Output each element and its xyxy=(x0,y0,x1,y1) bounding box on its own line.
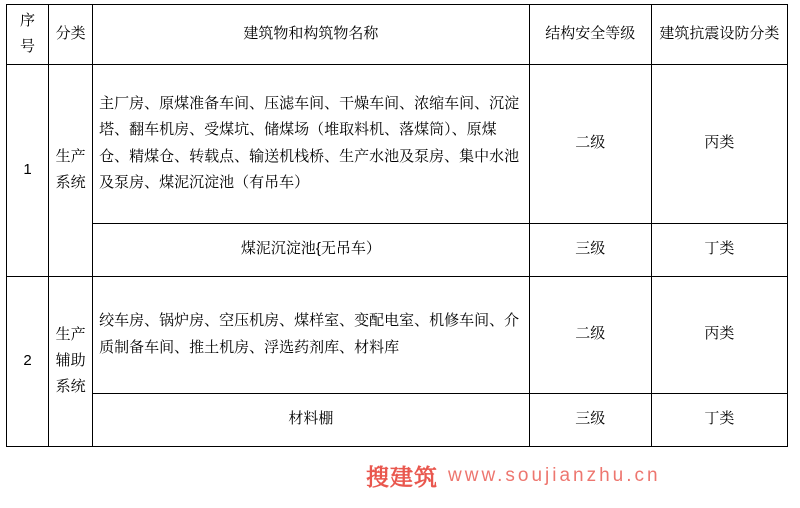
table-header xyxy=(7,5,788,65)
table-body xyxy=(7,64,788,446)
seismic-grade-cell: 丙类 xyxy=(651,64,787,223)
seismic-grade-cell: 丙类 xyxy=(651,276,787,393)
table-row xyxy=(7,223,788,276)
row-number-2: 2 xyxy=(7,276,49,446)
safety-level-cell: 二级 xyxy=(529,276,651,393)
row-category-2: 生产辅助系统 xyxy=(49,276,93,446)
watermark-brand: 搜建筑 xyxy=(366,464,438,490)
row-category-1: 生产系统 xyxy=(49,64,93,276)
safety-level-cell: 二级 xyxy=(529,64,651,223)
table-row xyxy=(7,64,788,223)
watermark xyxy=(366,459,661,492)
row-number-1: 1 xyxy=(7,64,49,276)
seismic-grade-cell: 丁类 xyxy=(651,393,787,446)
seismic-grade-cell: 丁类 xyxy=(651,223,787,276)
building-name-cell: 主厂房、原煤准备车间、压滤车间、干燥车间、浓缩车间、沉淀塔、翻车机房、受煤坑、储煤场（堆取料机、落煤筒）、原煤仓、精煤仓、转载点、输送机栈桥、生产水池及泵房、集中水池及泵房、煤泥沉淀池（有吊车） xyxy=(93,64,530,223)
header-cell-category: 分类 xyxy=(49,5,93,65)
building-name-cell: 绞车房、锅炉房、空压机房、煤样室、变配电室、机修车间、介质制备车间、推土机房、浮选药剂库、材料库 xyxy=(93,276,530,393)
header-cell-safety-level: 结构安全等级 xyxy=(529,5,651,65)
header-cell-name: 建筑物和构筑物名称 xyxy=(93,5,530,65)
safety-level-cell: 三级 xyxy=(529,393,651,446)
table-header-row xyxy=(7,5,788,65)
header-cell-no: 序号 xyxy=(7,5,49,65)
building-name-cell: 材料棚 xyxy=(93,393,530,446)
safety-level-cell: 三级 xyxy=(529,223,651,276)
building-classification-table xyxy=(6,4,788,447)
table-row xyxy=(7,276,788,393)
building-name-cell: 煤泥沉淀池{无吊车） xyxy=(93,223,530,276)
header-cell-seismic-grade: 建筑抗震设防分类 xyxy=(651,5,787,65)
table-row xyxy=(7,393,788,446)
watermark-url: www.soujianzhu.cn xyxy=(448,464,661,486)
document-page xyxy=(0,4,800,508)
